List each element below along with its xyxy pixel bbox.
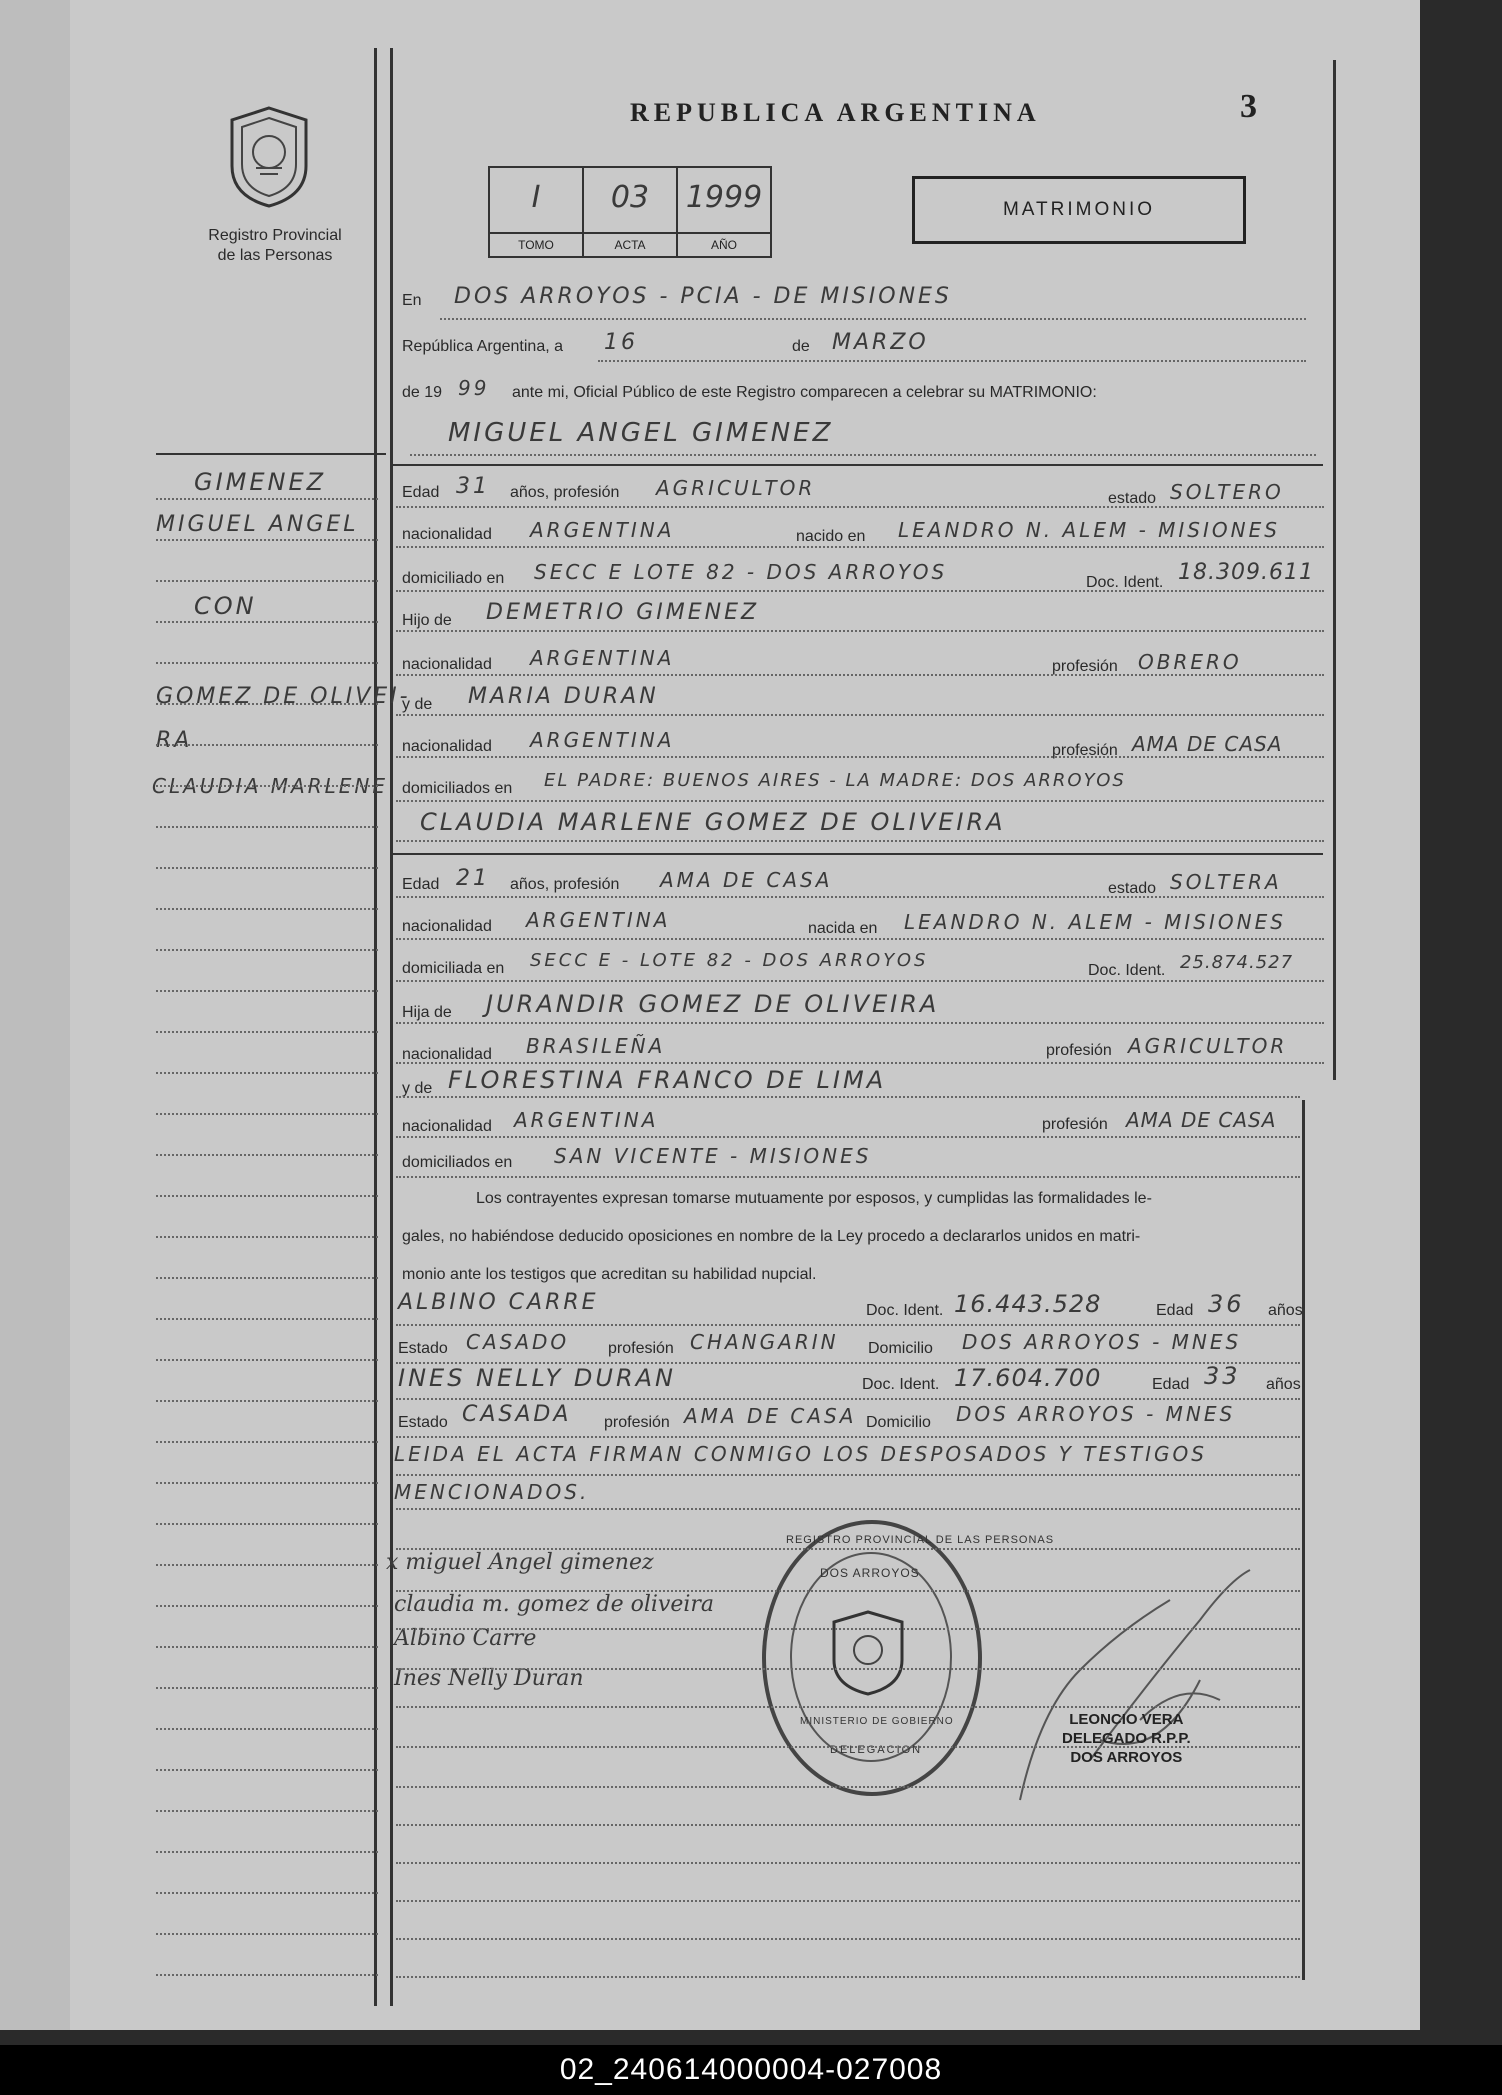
groom-estado-value: SOLTERO — [1170, 480, 1284, 504]
margin-dotted-line — [156, 1318, 378, 1320]
body-dotted-line — [396, 1862, 1300, 1864]
bride-father-nac-label: nacionalidad — [402, 1046, 492, 1063]
body-dotted-line — [396, 840, 1324, 842]
bride-parents-dom-label: domiciliados en — [402, 1154, 513, 1171]
groom-father-nac-label: nacionalidad — [402, 656, 492, 673]
margin-dotted-line — [156, 826, 378, 828]
margin-dotted-line — [156, 867, 378, 869]
body-dotted-line — [396, 546, 1324, 548]
body-dotted-line — [396, 1824, 1300, 1826]
bride-nacionalidad-label: nacionalidad — [402, 918, 492, 935]
seal-outer-text: REGISTRO PROVINCIAL DE LAS PERSONAS — [786, 1534, 1055, 1546]
page-title: REPUBLICA ARGENTINA — [630, 98, 1041, 127]
groom-estado-label: estado — [1108, 490, 1157, 507]
bride-mother-prof-value: AMA DE CASA — [1126, 1108, 1277, 1132]
margin-dotted-line — [156, 1359, 378, 1361]
body-dotted-line — [396, 1474, 1300, 1476]
en-label: En — [402, 292, 422, 309]
margin-dotted-line — [156, 1646, 378, 1648]
date-rule — [598, 360, 1306, 362]
body-dotted-line — [396, 1436, 1300, 1438]
bride-father-name: JURANDIR GOMEZ DE OLIVEIRA — [486, 990, 940, 1018]
witness2-doc-value: 17.604.700 — [954, 1364, 1102, 1392]
margin-line-1: GIMENEZ — [194, 468, 327, 496]
margin-dotted-line — [156, 1400, 378, 1402]
body-dotted-line — [396, 1324, 1300, 1326]
image-caption: 02_240614000004-027008 — [0, 2045, 1502, 2095]
officer-name: LEONCIO VERA — [1069, 1711, 1184, 1728]
body-dotted-line — [396, 1548, 1300, 1550]
reference-box — [488, 166, 772, 258]
margin-dotted-line — [156, 1236, 378, 1238]
groom-father-name: DEMETRIO GIMENEZ — [486, 600, 760, 625]
witness1-profesion-value: CHANGARIN — [690, 1330, 839, 1354]
body-dotted-line — [396, 714, 1324, 716]
body-dotted-line — [396, 1938, 1300, 1940]
bride-father-nac-value: BRASILEÑA — [526, 1034, 666, 1058]
bride-domicilio-label: domiciliada en — [402, 960, 505, 977]
body-dotted-line — [396, 1062, 1324, 1064]
body-dotted-line — [396, 590, 1324, 592]
declaration-line-3: monio ante los testigos que acreditan su habilidad nupcial. — [402, 1266, 817, 1283]
body-dotted-line — [396, 1508, 1300, 1510]
bride-father-prof-value: AGRICULTOR — [1128, 1034, 1288, 1058]
year-value: 99 — [458, 376, 490, 400]
bride-doc-value: 25.874.527 — [1180, 952, 1294, 973]
margin-dotted-line — [156, 1728, 378, 1730]
bride-mother-nac-label: nacionalidad — [402, 1118, 492, 1135]
signature-bride: claudia m. gomez de oliveira — [394, 1592, 715, 1617]
tomo-label: TOMO — [490, 232, 582, 256]
body-dotted-line — [396, 1096, 1300, 1098]
registry-label — [170, 226, 380, 266]
page-number: 3 — [1240, 88, 1257, 125]
witness2-profesion-label: profesión — [604, 1414, 670, 1431]
ano-value: 1999 — [685, 180, 763, 215]
witness1-estado-value: CASADO — [466, 1330, 570, 1354]
bride-parents-dom-value: SAN VICENTE - MISIONES — [554, 1144, 872, 1168]
witness1-estado-label: Estado — [398, 1340, 448, 1357]
body-dotted-line — [396, 1628, 1300, 1630]
intro-text: ante mi, Oficial Público de este Registro comparecen a celebrar su MATRIMONIO: — [512, 384, 1097, 401]
bride-anos-profesion-label: años, profesión — [510, 876, 620, 893]
registry-label-line1: Registro Provincial — [208, 227, 342, 244]
witness2-domicilio-label: Domicilio — [866, 1414, 931, 1431]
margin-dotted-line — [156, 908, 378, 910]
officer-signature-icon — [1000, 1560, 1280, 1820]
bride-doc-label: Doc. Ident. — [1088, 962, 1166, 979]
bride-nacida-value: LEANDRO N. ALEM - MISIONES — [904, 910, 1286, 934]
margin-line-2: MIGUEL ANGEL — [156, 512, 359, 537]
bride-yde-label: y de — [402, 1080, 433, 1097]
groom-name-rule — [410, 454, 1316, 456]
margin-dotted-line — [156, 539, 378, 541]
margin-dotted-line — [156, 1154, 378, 1156]
groom-nacido-value: LEANDRO N. ALEM - MISIONES — [898, 518, 1280, 542]
bride-domicilio-value: SECC E - LOTE 82 - DOS ARROYOS — [530, 950, 929, 971]
bride-estado-value: SOLTERA — [1170, 870, 1282, 894]
margin-dotted-line — [156, 1605, 378, 1607]
margin-dotted-line — [156, 621, 378, 623]
body-dotted-line — [396, 1590, 1300, 1592]
witness1-profesion-label: profesión — [608, 1340, 674, 1357]
margin-dotted-line — [156, 662, 378, 664]
margin-dotted-line — [156, 1892, 378, 1894]
book-binding-edge — [0, 0, 73, 2030]
margin-dotted-line — [156, 1810, 378, 1812]
groom-father-prof-label: profesión — [1052, 658, 1118, 675]
margin-dotted-line — [156, 580, 378, 582]
bride-mother-name: FLORESTINA FRANCO DE LIMA — [448, 1066, 887, 1094]
signature-groom: x miguel Angel gimenez — [386, 1550, 654, 1575]
bride-profesion-value: AMA DE CASA — [660, 868, 833, 892]
seal-emblem-icon — [828, 1608, 908, 1698]
de19-label: de 19 — [402, 384, 443, 401]
registry-label-line2: de las Personas — [217, 247, 333, 264]
witness2-edad-value: 33 — [1204, 1362, 1241, 1390]
groom-hijo-label: Hijo de — [402, 612, 452, 629]
witness2-estado-value: CASADA — [462, 1402, 572, 1427]
witness2-name: INES NELLY DURAN — [398, 1364, 677, 1392]
witness2-estado-label: Estado — [398, 1414, 448, 1431]
en-value: DOS ARROYOS - PCIA - DE MISIONES — [454, 284, 952, 309]
witness1-doc-label: Doc. Ident. — [866, 1302, 944, 1319]
margin-dotted-line — [156, 1523, 378, 1525]
groom-father-prof-value: OBRERO — [1138, 650, 1242, 674]
margin-dotted-line — [156, 1564, 378, 1566]
bride-mother-nac-value: ARGENTINA — [514, 1108, 659, 1132]
ano-label: AÑO — [678, 232, 770, 256]
body-dotted-line — [396, 674, 1324, 676]
witness1-edad-label: Edad — [1156, 1302, 1194, 1319]
witness1-anos-label: años — [1268, 1302, 1303, 1319]
margin-dotted-line — [156, 1113, 378, 1115]
bride-hija-label: Hija de — [402, 1004, 452, 1021]
closing-line-1: LEIDA EL ACTA FIRMAN CONMIGO LOS DESPOSADOS Y TESTIGOS — [394, 1442, 1207, 1466]
right-frame-rule — [1333, 60, 1336, 1080]
body-dotted-line — [396, 1706, 1300, 1708]
groom-domicilio-label: domiciliado en — [402, 570, 505, 587]
witness1-edad-value: 36 — [1208, 1290, 1245, 1318]
body-dotted-line — [396, 1362, 1300, 1364]
groom-nacionalidad-label: nacionalidad — [402, 526, 492, 543]
body-dotted-line — [396, 938, 1324, 940]
groom-father-nac-value: ARGENTINA — [530, 646, 675, 670]
margin-line-5: RA — [156, 728, 193, 753]
witness2-domicilio-value: DOS ARROYOS - MNES — [956, 1402, 1236, 1426]
groom-yde-label: y de — [402, 696, 433, 713]
groom-mother-nac-value: ARGENTINA — [530, 728, 675, 752]
tomo-value: I — [531, 180, 541, 215]
bride-section-rule — [393, 853, 1323, 855]
seal-bottom-text: DELEGACION — [830, 1744, 923, 1756]
margin-dotted-line — [156, 1482, 378, 1484]
margin-dotted-line — [156, 1687, 378, 1689]
acta-value: 03 — [610, 180, 650, 215]
witness2-anos-label: años — [1266, 1376, 1301, 1393]
witness1-name: ALBINO CARRE — [398, 1290, 599, 1315]
witness1-doc-value: 16.443.528 — [954, 1290, 1102, 1318]
tomo-cell — [490, 168, 584, 256]
groom-parents-dom-label: domiciliados en — [402, 780, 513, 797]
groom-edad-value: 31 — [456, 474, 490, 499]
body-dotted-line — [396, 1136, 1300, 1138]
margin-dotted-line — [156, 1933, 378, 1935]
groom-mother-name: MARIA DURAN — [468, 684, 659, 709]
declaration-line-1: Los contrayentes expresan tomarse mutuamente por esposos, y cumplidas las formalidades le- — [476, 1190, 1152, 1207]
body-dotted-line — [396, 800, 1324, 802]
body-dotted-line — [396, 1398, 1300, 1400]
groom-profesion-value: AGRICULTOR — [656, 476, 816, 500]
acta-cell — [584, 168, 678, 256]
bride-father-prof-label: profesión — [1046, 1042, 1112, 1059]
margin-dotted-line — [156, 1277, 378, 1279]
right-frame-rule-lower — [1302, 1100, 1305, 1980]
margin-line-6: CLAUDIA MARLENE — [152, 774, 388, 798]
margin-dotted-line — [156, 1974, 378, 1976]
witness1-domicilio-value: DOS ARROYOS - MNES — [962, 1330, 1242, 1354]
bride-nacida-label: nacida en — [808, 920, 878, 937]
body-dotted-line — [396, 1900, 1300, 1902]
body-dotted-line — [396, 756, 1324, 758]
witness2-doc-label: Doc. Ident. — [862, 1376, 940, 1393]
witness2-profesion-value: AMA DE CASA — [684, 1404, 857, 1428]
seal-inner-text: DOS ARROYOS — [820, 1566, 920, 1580]
margin-dotted-line — [156, 1195, 378, 1197]
ano-cell — [678, 168, 770, 256]
margin-dotted-line — [156, 1851, 378, 1853]
margin-dotted-line — [156, 744, 378, 746]
margin-dotted-line — [156, 498, 378, 500]
bride-name: CLAUDIA MARLENE GOMEZ DE OLIVEIRA — [420, 808, 1006, 836]
margin-dotted-line — [156, 785, 378, 787]
margin-dotted-line — [156, 1441, 378, 1443]
en-rule — [440, 318, 1306, 320]
de-label: de — [792, 338, 810, 355]
margin-line-4: GOMEZ DE OLIVEI- — [156, 684, 411, 709]
body-dotted-line — [396, 1022, 1324, 1024]
bride-edad-value: 21 — [456, 866, 490, 891]
groom-doc-value: 18.309.611 — [1178, 560, 1314, 585]
margin-line-3: CON — [194, 592, 257, 620]
officer-stamp — [1062, 1710, 1191, 1767]
groom-name: MIGUEL ANGEL GIMENEZ — [448, 418, 834, 448]
groom-section-rule — [393, 464, 1323, 466]
body-dotted-line — [396, 1786, 1300, 1788]
seal-ministry-text: MINISTERIO DE GOBIERNO — [800, 1716, 954, 1727]
groom-parents-dom-value: EL PADRE: BUENOS AIRES - LA MADRE: DOS ARROYOS — [544, 770, 1126, 791]
margin-dotted-line — [156, 703, 378, 705]
officer-title: DELEGADO R.P.P. — [1062, 1730, 1191, 1747]
bride-edad-label: Edad — [402, 876, 440, 893]
day-value: 16 — [604, 330, 638, 355]
margin-header-rule — [156, 453, 386, 455]
left-margin-rule — [374, 48, 377, 2006]
acta-label: ACTA — [584, 232, 676, 256]
groom-mother-prof-label: profesión — [1052, 742, 1118, 759]
month-value: MARZO — [832, 330, 929, 355]
bride-nacionalidad-value: ARGENTINA — [526, 908, 671, 932]
body-dotted-line — [396, 980, 1324, 982]
groom-nacido-label: nacido en — [796, 528, 866, 545]
body-dotted-line — [396, 506, 1324, 508]
groom-domicilio-value: SECC E LOTE 82 - DOS ARROYOS — [534, 560, 948, 584]
act-type-box: MATRIMONIO — [912, 176, 1246, 244]
witness1-domicilio-label: Domicilio — [868, 1340, 933, 1357]
body-dotted-line — [396, 1746, 1300, 1748]
signature-witness2: Ines Nelly Duran — [394, 1666, 584, 1691]
closing-line-2: MENCIONADOS. — [394, 1480, 590, 1504]
bride-mother-prof-label: profesión — [1042, 1116, 1108, 1133]
republica-label: República Argentina, a — [402, 338, 563, 355]
margin-dotted-line — [156, 990, 378, 992]
groom-mother-nac-label: nacionalidad — [402, 738, 492, 755]
declaration-line-2: gales, no habiéndose deducido oposiciones en nombre de la Ley procedo a declararlos unidos en matri- — [402, 1228, 1141, 1245]
groom-anos-profesion-label: años, profesión — [510, 484, 620, 501]
body-dotted-line — [396, 1976, 1300, 1978]
signature-witness1: Albino Carre — [394, 1626, 537, 1651]
margin-dotted-line — [156, 1769, 378, 1771]
groom-doc-label: Doc. Ident. — [1086, 574, 1164, 591]
body-dotted-line — [396, 630, 1324, 632]
main-column-rule — [390, 48, 393, 2006]
body-dotted-line — [396, 1176, 1300, 1178]
bride-estado-label: estado — [1108, 880, 1157, 897]
officer-location: DOS ARROYOS — [1070, 1749, 1183, 1766]
witness2-edad-label: Edad — [1152, 1376, 1190, 1393]
groom-mother-prof-value: AMA DE CASA — [1132, 732, 1283, 756]
margin-dotted-line — [156, 949, 378, 951]
groom-edad-label: Edad — [402, 484, 440, 501]
provincial-emblem-icon — [226, 104, 312, 210]
body-dotted-line — [396, 1668, 1300, 1670]
margin-dotted-line — [156, 1031, 378, 1033]
groom-nacionalidad-value: ARGENTINA — [530, 518, 675, 542]
body-dotted-line — [396, 896, 1324, 898]
margin-dotted-line — [156, 1072, 378, 1074]
